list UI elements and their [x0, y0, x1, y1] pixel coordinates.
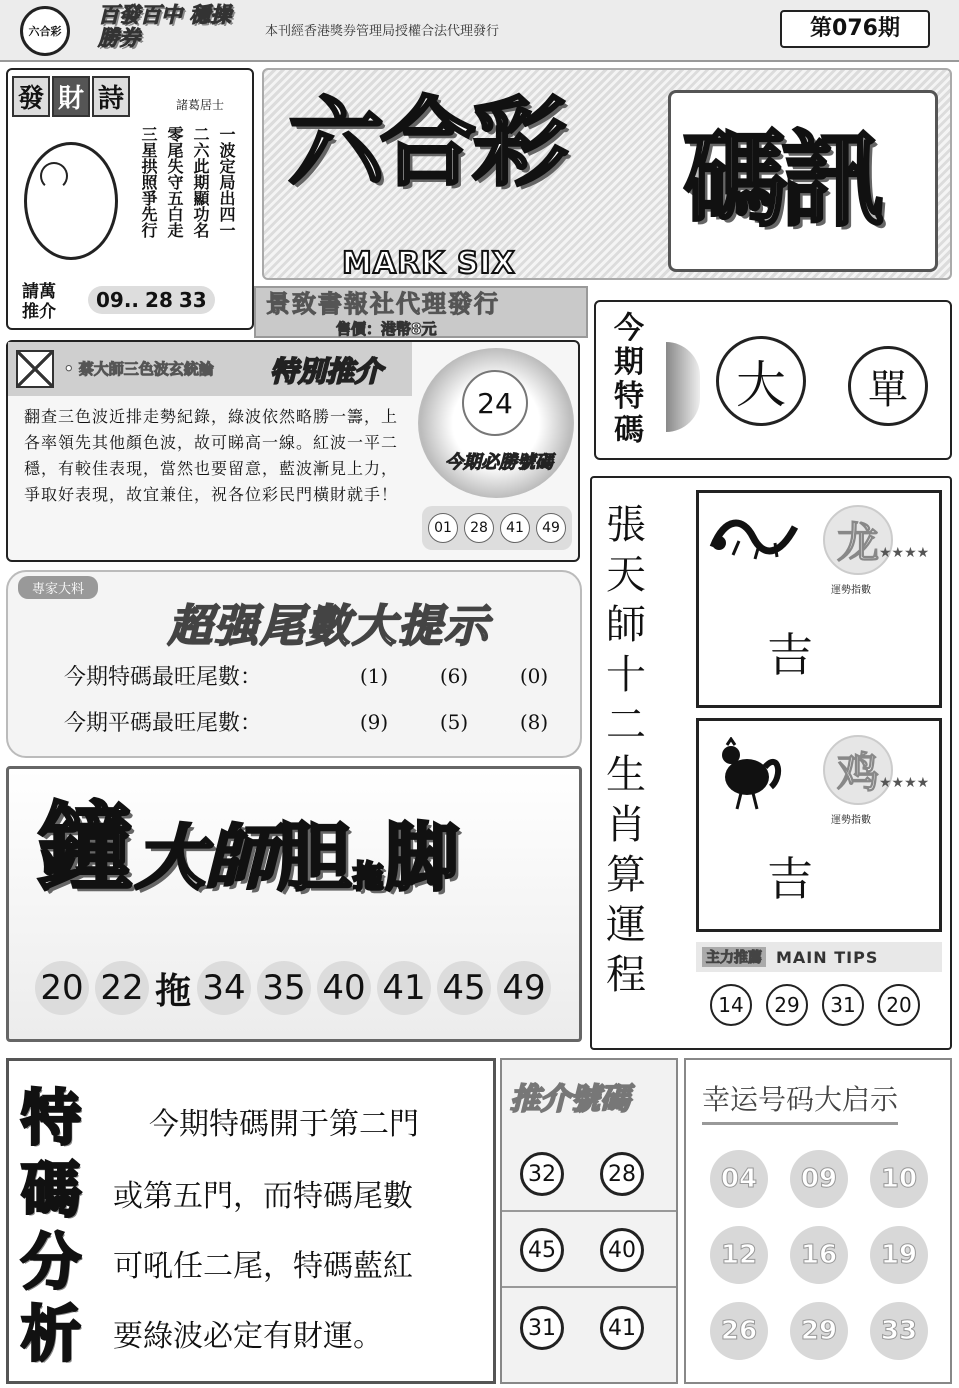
special-code-char: 今 [614, 311, 644, 346]
masthead-subtitle: 碼訊 [683, 119, 880, 241]
poem-recommend-label: 請萬 推介 [22, 282, 56, 322]
zodiac-title-char: 二 [606, 702, 646, 748]
poem-title-char: 詩 [92, 76, 130, 117]
zodiac-stars: ★★★★ [879, 775, 930, 791]
main-tips-en: MAIN TIPS [776, 947, 879, 967]
main-tips-numbers [710, 984, 920, 1026]
header-bar [0, 0, 959, 62]
recommended-row [520, 1306, 644, 1350]
poem-number: 09.. [96, 288, 140, 312]
tail-tips-row [64, 660, 574, 691]
analysis-title-char: 碼 [21, 1156, 81, 1226]
zodiac-animal: 龙 [836, 518, 879, 567]
zhong-title-part: 大師 [135, 817, 275, 899]
analysis-title-char: 特 [21, 1084, 81, 1154]
poem-line: 二六此期顯功名 [191, 126, 210, 238]
analysis-panel [6, 1058, 496, 1384]
cai-master-checkbox-icon [16, 350, 54, 388]
zodiac-fortune-label: 運勢指數 [831, 815, 871, 826]
special-code-char: 碼 [614, 413, 644, 448]
zodiac-card-dragon [696, 490, 942, 708]
zhong-numbers [35, 961, 551, 1015]
lucky-number: 04 [710, 1150, 768, 1208]
zhong-number: 49 [497, 961, 551, 1015]
recommended-number: 31 [520, 1306, 564, 1350]
lucky-number: 12 [710, 1226, 768, 1284]
lucky-number: 09 [790, 1150, 848, 1208]
poem-line: 三星拱照爭先行 [139, 126, 158, 238]
recommended-row [520, 1152, 644, 1196]
cai-number: 49 [536, 513, 566, 543]
main-tip-number: 31 [822, 984, 864, 1026]
zhong-number: 45 [437, 961, 491, 1015]
lucky-title: 幸运号码大启示 [702, 1078, 898, 1125]
must-win-ball [462, 370, 528, 436]
zhong-title-part: 胆 [277, 815, 351, 901]
license-notice: 本刊經香港獎券管理局授權合法代理發行 [265, 24, 500, 39]
special-pick-text: 單 [868, 366, 908, 413]
analysis-title-char: 分 [21, 1228, 81, 1298]
zodiac-card-rooster [696, 718, 942, 932]
zodiac-title-char: 算 [606, 852, 646, 898]
recommended-panel [500, 1058, 678, 1384]
poem-line: 一波定局出四一 [217, 126, 236, 238]
main-tip-number: 14 [710, 984, 752, 1026]
tail-tips-value: (1) [359, 663, 389, 688]
zhong-title-part: 拖 [353, 860, 383, 895]
special-pick-text: 大 [736, 356, 786, 414]
brand-logo [20, 6, 70, 56]
must-win-ball-frame [418, 348, 574, 498]
zodiac-fortune-label: 運勢指數 [831, 585, 871, 596]
zodiac-verdict: 吉 [767, 628, 813, 682]
recommended-title: 推介號碼 [510, 1082, 630, 1117]
zodiac-title-char: 運 [606, 902, 646, 948]
recommended-number: 41 [600, 1306, 644, 1350]
lucky-number: 26 [710, 1302, 768, 1360]
masthead-title: 六合彩 [288, 87, 564, 199]
lucky-number: 29 [790, 1302, 848, 1360]
analysis-line: 要綠波必定有財運。 [113, 1319, 383, 1354]
special-pick-odd [848, 346, 928, 426]
publisher-bar [254, 286, 588, 338]
poem-author: 諸葛居士 [176, 98, 225, 112]
zodiac-title-char: 張 [606, 502, 646, 548]
poem-number: 33 [178, 288, 207, 312]
tail-tips-value: (6) [439, 663, 469, 688]
cai-number: 41 [500, 513, 530, 543]
recommended-number: 32 [520, 1152, 564, 1196]
poem-title [12, 76, 130, 117]
cai-master-panel [6, 340, 580, 562]
tail-tips-panel [6, 570, 582, 758]
poem-lines [138, 126, 236, 238]
zodiac-animal: 鸡 [836, 748, 879, 797]
tail-tips-value: (0) [519, 663, 549, 688]
brand-logo-text: 六合彩 [28, 25, 62, 38]
zhong-number: 41 [377, 961, 431, 1015]
special-code-label [614, 312, 644, 448]
cai-master-numbers [422, 506, 572, 550]
issue-number: 第076期 [780, 10, 930, 48]
publisher-name: 景致書報社代理發行 [266, 289, 500, 318]
zhong-title-part: 脚 [385, 815, 459, 901]
cai-master-tag: 特別推介 [270, 355, 383, 388]
cai-master-header [8, 342, 412, 396]
cai-number: 01 [428, 513, 458, 543]
main-tips-header [696, 942, 942, 972]
zodiac-title-char: 生 [606, 752, 646, 798]
cai-master-heading: • 蔡大師三色波玄統論 [64, 360, 214, 378]
rooster-icon [713, 737, 785, 811]
zodiac-title-char: 程 [606, 952, 646, 998]
special-code-char: 特 [614, 379, 644, 414]
lucky-number: 33 [870, 1302, 928, 1360]
analysis-line: 或第五門，而特碼尾數 [113, 1179, 413, 1214]
poem-line: 零尾失守五白走 [165, 126, 184, 238]
zodiac-title-char: 肖 [606, 802, 646, 848]
tail-tips-value: (8) [519, 709, 549, 734]
zhong-number: 35 [257, 961, 311, 1015]
mark-six-label: MARK SIX [342, 246, 516, 281]
must-win-number: 24 [477, 386, 513, 420]
publisher-price: 售價：港幣8元 [336, 320, 437, 338]
zhong-number: 20 [35, 961, 89, 1015]
lucky-number: 19 [870, 1226, 928, 1284]
poem-title-char: 財 [52, 76, 90, 117]
recommended-number: 45 [520, 1228, 564, 1272]
main-tip-number: 29 [766, 984, 808, 1026]
slogan: 百發百中 穩操勝券 [98, 3, 232, 50]
zodiac-title-char: 十 [606, 652, 646, 698]
zodiac-panel [590, 476, 952, 1050]
poem-emblem-swirl [40, 162, 68, 190]
zhong-drag-label: 拖 [155, 970, 192, 1012]
zhong-number: 22 [95, 961, 149, 1015]
main-tips-cn: 主力推薦 [702, 947, 766, 967]
analysis-line: 可吼任二尾，特碼藍紅 [113, 1249, 413, 1284]
recommended-divider [502, 1210, 676, 1212]
recommended-row [520, 1228, 644, 1272]
tail-tips-row [64, 706, 574, 737]
special-pick-big [716, 336, 806, 426]
zodiac-title-char: 師 [606, 602, 646, 648]
analysis-title [21, 1083, 81, 1371]
dragon-icon [709, 507, 799, 569]
poem-number: 28 [145, 288, 173, 312]
tail-tips-value: (5) [439, 709, 469, 734]
masthead-subtitle-box [668, 90, 938, 272]
must-win-label: 今期必勝號碼 [445, 452, 553, 473]
main-tip-number: 20 [878, 984, 920, 1026]
analysis-title-char: 析 [21, 1300, 81, 1370]
lucky-panel [684, 1058, 952, 1384]
tail-tips-title: 超强尾數大提示 [168, 601, 490, 652]
tail-tips-badge: 專家大料 [18, 576, 98, 599]
tail-tips-row-label: 今期平碼最旺尾數： [64, 711, 263, 736]
analysis-line: 今期特碼開于第二門 [149, 1107, 419, 1142]
zhong-title-part: 鐘 [37, 792, 133, 904]
special-code-char: 期 [614, 345, 644, 380]
poem-title-char: 發 [12, 76, 50, 117]
zodiac-stars: ★★★★ [879, 545, 930, 561]
tail-tips-value: (9) [359, 709, 389, 734]
recommended-number: 40 [600, 1228, 644, 1272]
recommended-number: 28 [600, 1152, 644, 1196]
special-code-swoosh [666, 342, 700, 432]
zodiac-title [606, 500, 646, 1000]
zhong-number: 34 [197, 961, 251, 1015]
recommended-divider [502, 1286, 676, 1288]
masthead [262, 68, 952, 280]
zodiac-title-char: 天 [606, 552, 646, 598]
tail-tips-row-label: 今期特碼最旺尾數： [64, 665, 263, 690]
zodiac-animal-badge [823, 505, 893, 575]
lucky-number: 16 [790, 1226, 848, 1284]
cai-number: 28 [464, 513, 494, 543]
poem-panel [6, 68, 254, 330]
zodiac-verdict: 吉 [767, 852, 813, 906]
lucky-number: 10 [870, 1150, 928, 1208]
zhong-number: 40 [317, 961, 371, 1015]
special-code-panel [594, 300, 952, 460]
lucky-grid [710, 1150, 932, 1360]
poem-numbers [88, 286, 215, 314]
poem-emblem [24, 142, 118, 260]
zhong-master-panel [6, 766, 582, 1042]
zodiac-animal-badge [823, 735, 893, 805]
cai-master-body: 翻查三色波近排走勢紀錄，綠波依然略勝一籌，上各率領先其他顏色波，故可睇高一線。紅波一平二穩，有較佳表現，當然也要留意，藍波漸見上力，爭取好表現，故宜兼住，祝各位彩民門橫財就手！ [24, 407, 399, 504]
zhong-master-title [37, 793, 459, 903]
